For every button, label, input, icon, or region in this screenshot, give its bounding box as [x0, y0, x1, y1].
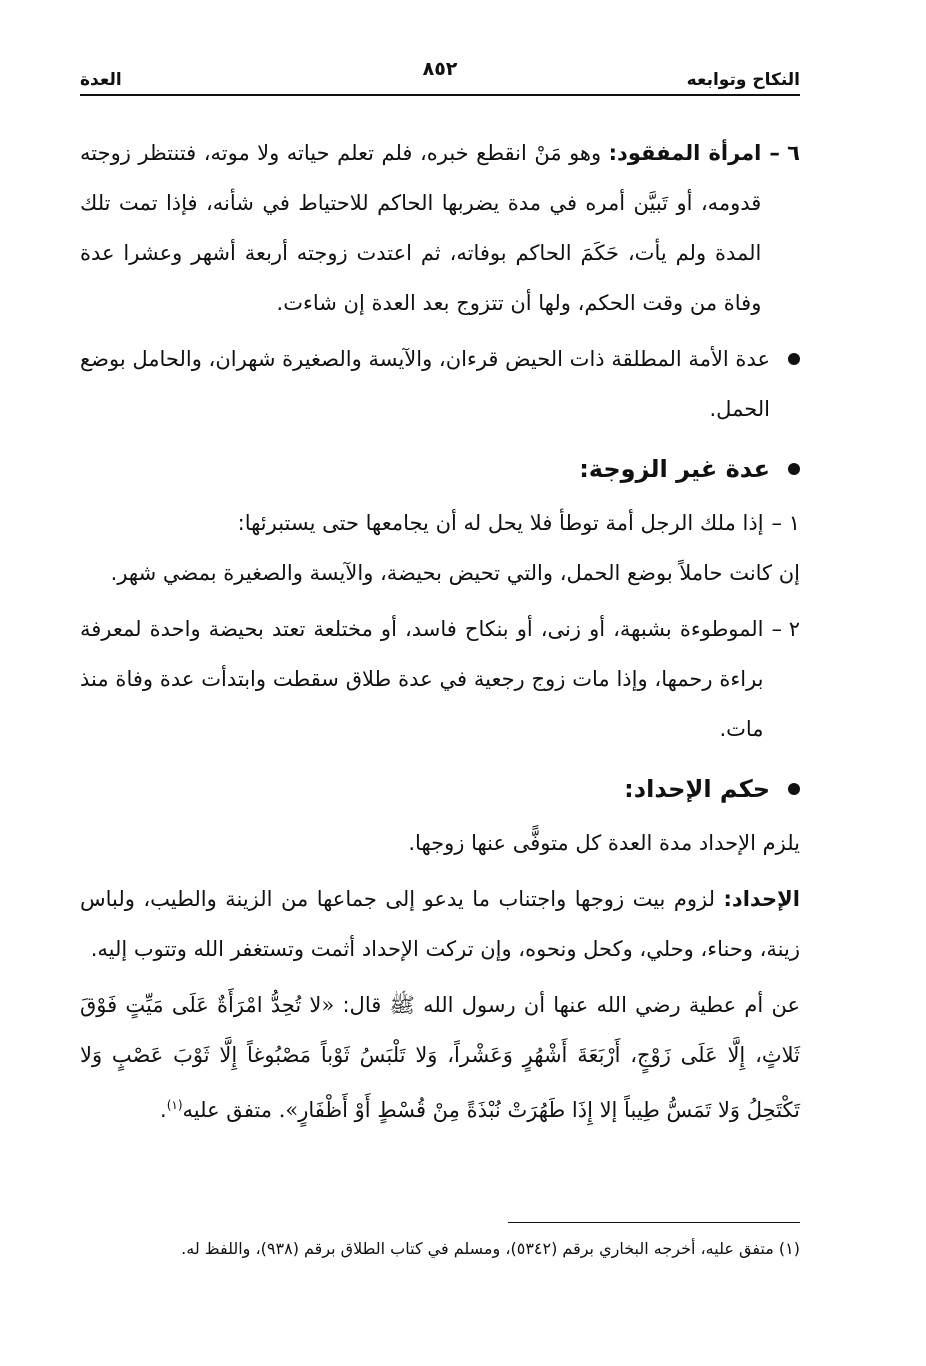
- heading-text: حكم الإحداد:: [624, 775, 770, 803]
- bullet-icon: [788, 783, 800, 795]
- section-heading-ihdad: [80, 764, 800, 814]
- numbered-item-1-continuation: إن كانت حاملاً بوضع الحمل، والتي تحيض بحيضة، والآيسة والصغيرة بمضي شهر.: [110, 561, 800, 585]
- item-number: ١ –: [771, 511, 800, 535]
- header-chapter-title: النكاح وتوابعه: [686, 70, 800, 90]
- hadith-end: .: [160, 1098, 167, 1122]
- hadith-quote: «لا تُحِدُّ امْرَأَةٌ عَلَى مَيِّتٍ فَوْقَ ثَلاثٍ، إِلَّا عَلَى زَوْجٍ، أَرْبَعَةَ أَشْهُرٍ وَعَشْراً، وَلا تَلْبَسُ ثَوْباً مَصْبُوغاً إِلَّا ثَوْبَ عَصْبٍ وَلا تَكْتَحِلُ وَلا تَمَسُّ طِيباً إلا إِذَا طَهُرَتْ نُبْذَةً مِنْ قُسْطٍ أَوْ أَظْفَارٍ».: [80, 993, 800, 1122]
- numbered-item-1: [80, 498, 800, 548]
- footnote-divider: [508, 1222, 800, 1223]
- bullet-text: عدة الأمة المطلقة ذات الحيض قرءان، والآيسة والصغيرة شهران، والحامل بوضع الحمل.: [80, 347, 770, 421]
- main-text: [80, 128, 800, 1141]
- item-text: إذا ملك الرجل أمة توطأ فلا يحل له أن يجامعها حتى يستبرئها:: [237, 511, 764, 535]
- running-header: [80, 58, 800, 96]
- page-number: ٨٥٢: [422, 58, 458, 80]
- numbered-item-2: [80, 604, 800, 754]
- footnote-marker: (١): [166, 1098, 183, 1112]
- item-number: ٢ –: [771, 617, 800, 641]
- item-text: [80, 128, 761, 328]
- bullet-icon: [788, 353, 800, 365]
- header-section-title: العدة: [80, 70, 122, 90]
- section-heading-non-wife: [80, 444, 800, 494]
- item-text: الموطوءة بشبهة، أو زنى، أو بنكاح فاسد، أو مختلعة تعتد بحيضة واحدة لمعرفة براءة رحمها، وإذا مات زوج رجعية في عدة طلاق سقطت وابتدأت عدة وفاة منذ مات.: [80, 617, 764, 741]
- bullet-icon: [788, 463, 800, 475]
- hadith-paragraph: [80, 980, 800, 1135]
- definition-text: لزوم بيت زوجها واجتناب ما يدعو إلى جماعها من الزينة والطيب، ولباس زينة، وحناء، وحلي، وكحل ونحوه، وإن تركت الإحداد أثمت وتستغفر الله وتتوب إليه.: [80, 887, 800, 961]
- ihdad-definition: [80, 874, 800, 974]
- definition-term: الإحداد:: [723, 887, 800, 911]
- heading-text: عدة غير الزوجة:: [579, 455, 770, 483]
- footnote: (١) متفق عليه، أخرجه البخاري برقم (٥٣٤٢)، ومسلم في كتاب الطلاق برقم (٩٣٨)، واللفظ له.: [181, 1239, 800, 1258]
- numbered-item-6: [80, 128, 800, 328]
- bullet-item-amah: [80, 334, 800, 434]
- item-body: وهو مَنْ انقطع خبره، فلم تعلم حياته ولا موته، فتنتظر زوجته قدومه، أو تَبيَّن أمره في مدة يضربها الحاكم للاحتياط في شأنه، فإذا تمت تلك المدة ولم يأت، حَكَمَ الحاكم بوفاته، ثم اعتدت زوجته أربعة أشهر وعشرا عدة وفاة من وقت الحكم، ولها أن تتزوج بعد العدة إن شاءت.: [80, 141, 762, 315]
- item-term: امرأة المفقود:: [608, 141, 762, 165]
- hadith-reference: متفق عليه: [182, 1098, 273, 1122]
- hadith-intro: عن أم عطية رضي الله عنها أن رسول الله ﷺ قال:: [342, 993, 800, 1017]
- item-number: ٦ –: [769, 141, 800, 165]
- ihdad-rule: يلزم الإحداد مدة العدة كل متوفًّى عنها زوجها.: [408, 831, 800, 855]
